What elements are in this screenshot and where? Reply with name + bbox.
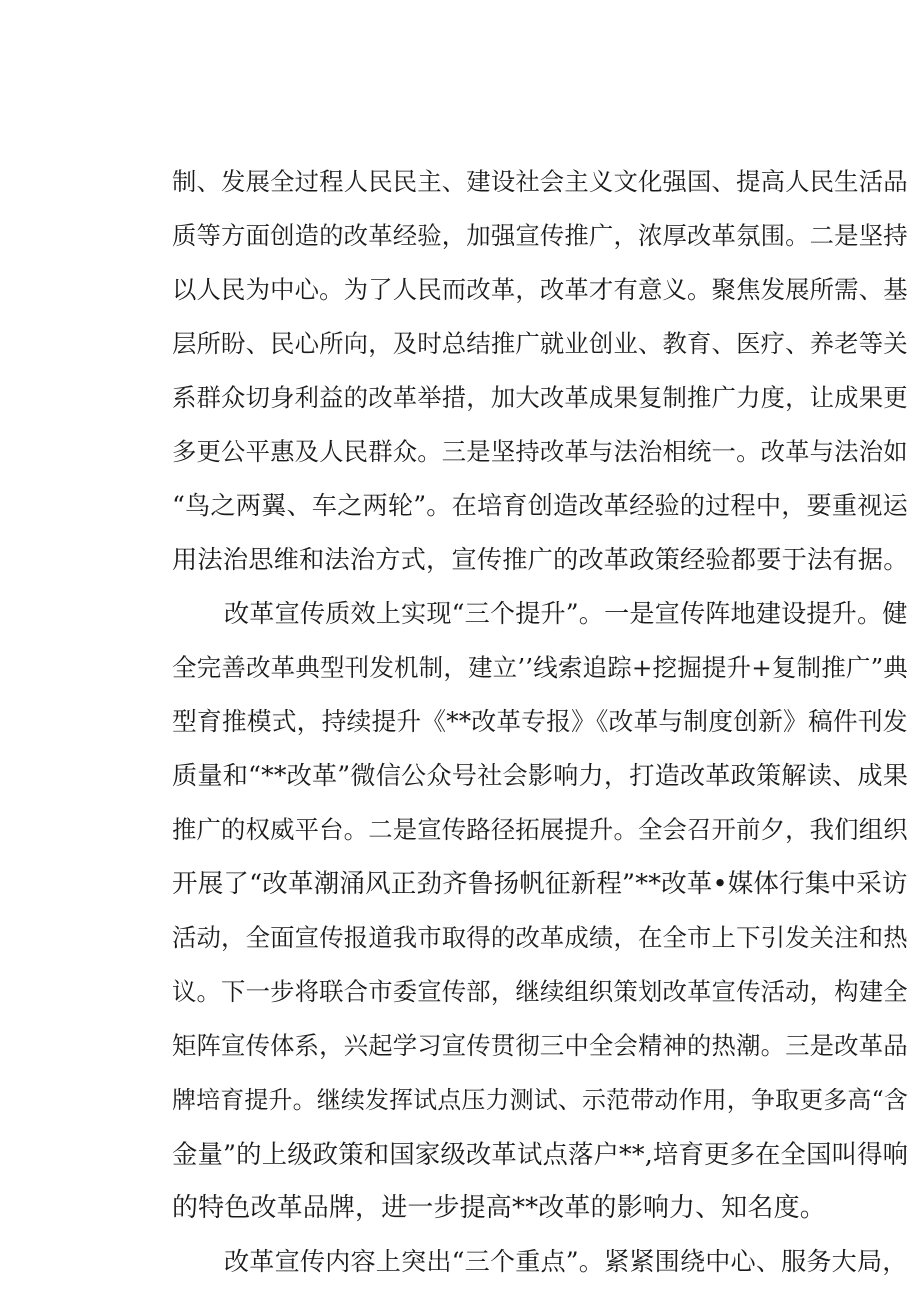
paragraph-heading-line: 改革宣传质效上实现“三个提升”。一是宣传阵地建设提升。健	[224, 599, 908, 628]
text-line: 制、发展全过程人民民主、建设社会主义文化强国、提高人民生活品	[172, 167, 908, 196]
text-line: 系群众切身利益的改革举措，加大改革成果复制推广力度，让成果更	[172, 383, 908, 412]
text-line: 矩阵宣传体系，兴起学习宣传贯彻三中全会精神的热潮。三是改革品	[172, 1031, 908, 1060]
text-line: 全完善改革典型刊发机制，建立’’线索追踪+挖掘提升+复制推广”典	[172, 653, 908, 682]
text-line: “鸟之两翼、车之两轮”。在培育创造改革经验的过程中，要重视运	[172, 491, 908, 520]
paragraph-heading-line: 改革宣传内容上突出“三个重点”。紧紧围绕中心、服务大局，	[224, 1247, 908, 1276]
text-line: 的特色改革品牌，进一步提高**改革的影响力、知名度。	[172, 1193, 826, 1223]
text-line: 开展了“改革潮涌风正劲齐鲁扬帆征新程”**改革•媒体行集中采访	[172, 869, 908, 899]
text-line: 以人民为中心。为了人民而改革，改革才有意义。聚焦发展所需、基	[172, 275, 908, 304]
text-line: 推广的权威平台。二是宣传路径拓展提升。全会召开前夕，我们组织	[172, 815, 908, 844]
text-line: 层所盼、民心所向，及时总结推广就业创业、教育、医疗、养老等关	[172, 329, 908, 358]
text-line: 质量和“**改革”微信公众号社会影响力，打造改革政策解读、成果	[172, 761, 909, 790]
text-line: 质等方面创造的改革经验，加强宣传推广，浓厚改革氛围。二是坚持	[172, 221, 908, 250]
text-line: 多更公平惠及人民群众。三是坚持改革与法治相统一。改革与法治如	[172, 437, 908, 466]
text-line: 金量”的上级政策和国家级改革试点落户**,培育更多在全国叫得响	[172, 1139, 909, 1169]
text-line: 用法治思维和法治方式，宣传推广的改革政策经验都要于法有据。	[172, 545, 909, 574]
text-line: 牌培育提升。继续发挥试点压力测试、示范带动作用，争取更多高“含	[172, 1086, 908, 1114]
text-line: 型育推模式，持续提升《**改革专报》《改革与制度创新》稿件刊发	[172, 707, 908, 736]
text-line: 活动，全面宣传报道我市取得的改革成绩，在全市上下引发关注和热	[172, 923, 908, 952]
text-line: 议。下一步将联合市委宣传部，继续组织策划改革宣传活动，构建全	[172, 977, 908, 1006]
